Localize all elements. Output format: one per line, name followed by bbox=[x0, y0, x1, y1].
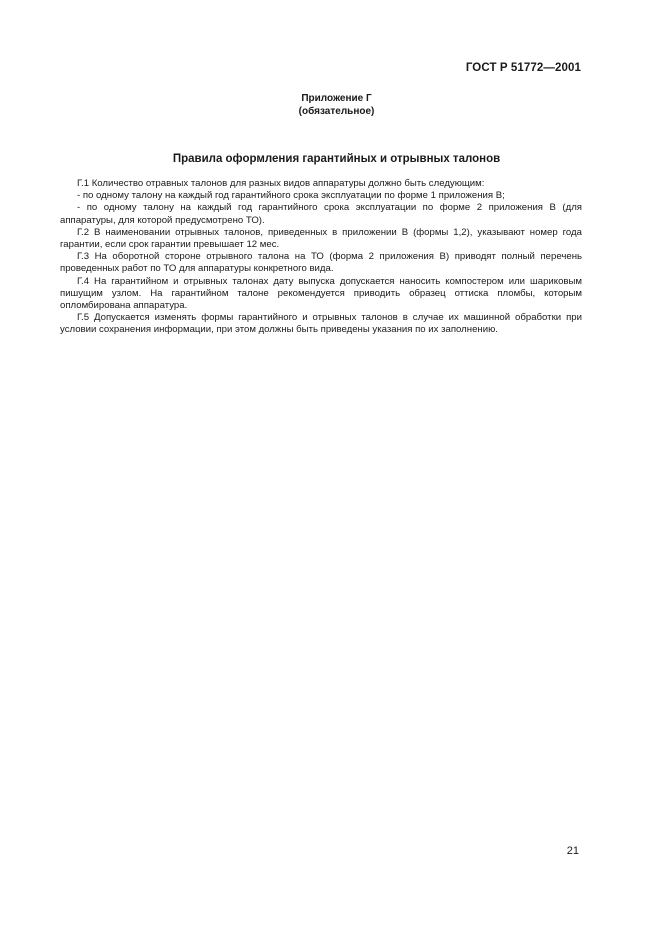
paragraph-g1: Г.1 Количество отравных талонов для разных видов аппаратуры должно быть следующим: bbox=[77, 178, 485, 189]
document-code: ГОСТ Р 51772—2001 bbox=[465, 62, 581, 74]
appendix-heading bbox=[0, 92, 661, 118]
paragraph-g2: Г.2 В наименовании отрывных талонов, приведенных в приложении В (формы 1,2), указывают номер года гарантии, если срок гарантии превышает 12 мес. bbox=[60, 226, 582, 251]
paragraph-g4: Г.4 На гарантийном и отрывных талонах дату выпуска допускается наносить компостером или шариковым пишущим узлом. На гарантийном талоне рекомендуется приводить образец оттиска пломбы, которым опломбирована аппаратура. bbox=[60, 275, 582, 312]
page-number: 21 bbox=[566, 845, 579, 857]
section-title: Правила оформления гарантийных и отрывных талонов bbox=[172, 153, 501, 165]
appendix-title: Приложение Г bbox=[301, 93, 372, 104]
appendix-status: (обязательное) bbox=[298, 106, 375, 117]
list-item: - по одному талону на каждый год гарантийного срока эксплуатации по форме 1 приложения В; bbox=[77, 190, 505, 202]
paragraph-g5: Г.5 Допускается изменять формы гарантийного и отрывных талонов в случае их машинной обработки при условии сохранения информации, при этом должны быть приведены указания по их заполнению. bbox=[60, 312, 582, 336]
body-text bbox=[60, 178, 582, 337]
paragraph-g3: Г.3 На оборотной стороне отрывного талона на ТО (форма 2 приложения В) приводят полный перечень проведенных работ по ТО для аппаратуры конкретного вида. bbox=[60, 251, 582, 275]
list-item: - по одному талону на каждый год гарантийного срока эксплуатации по форме 2 приложения В (для аппаратуры, для которой предусмотрено ТО). bbox=[60, 202, 582, 226]
